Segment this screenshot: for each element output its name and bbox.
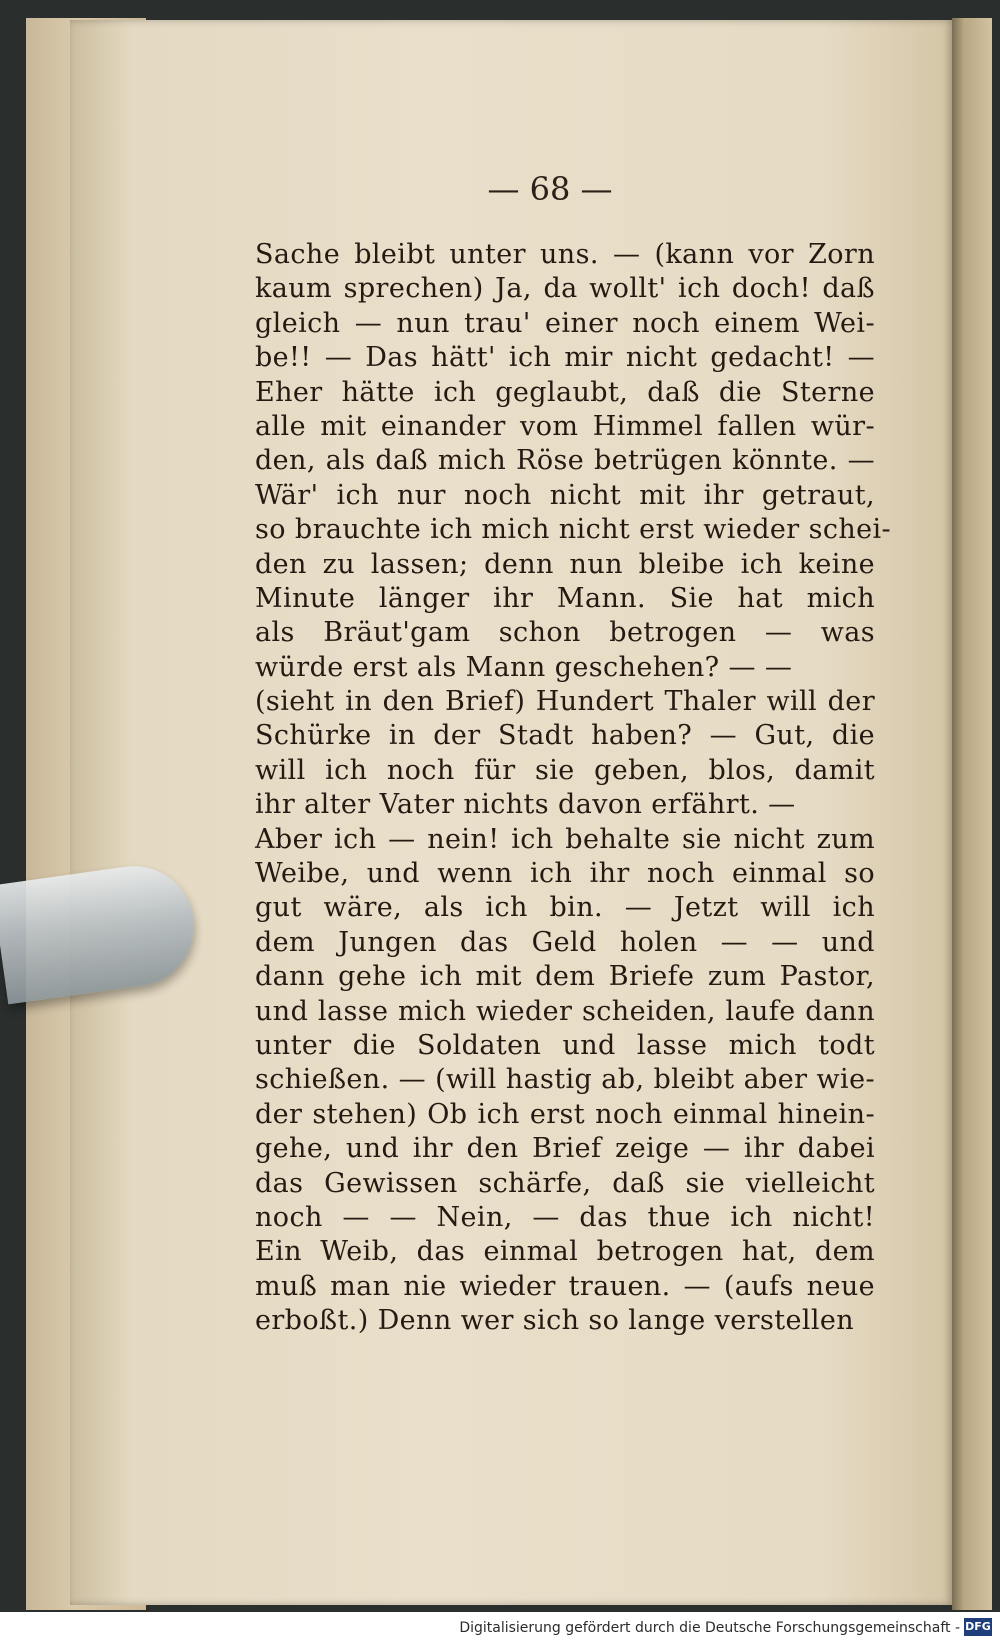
text-line: ihr alter Vater nichts davon erfährt. — <box>255 789 796 821</box>
text-line: den, als daß mich Röse betrügen könnte. — <box>255 445 875 477</box>
text-line: als Bräut'gam schon betrogen — was <box>255 617 875 649</box>
text-line: dann gehe ich mit dem Briefe zum Pastor, <box>255 961 875 993</box>
text-line: alle mit einander vom Himmel fallen wür- <box>255 410 875 442</box>
text-line: dem Jungen das Geld holen — — und <box>255 926 875 958</box>
text-line: würde erst als Mann geschehen? — — <box>255 651 793 683</box>
page-number: — 68 — <box>487 170 613 208</box>
text-line: gleich — nun trau' einer noch einem Wei- <box>255 307 875 339</box>
text-line: Eher hätte ich geglaubt, daß die Sterne <box>255 376 875 408</box>
text-line: erboßt.) Denn wer sich so lange verstellen <box>255 1305 855 1337</box>
text-line: Schürke in der Stadt haben? — Gut, die <box>255 720 875 752</box>
text-line: schießen. — (will hastig ab, bleibt aber wie- <box>255 1064 875 1096</box>
text-line: be!! — Das hätt' ich mir nicht gedacht! — <box>255 342 875 374</box>
text-line: Minute länger ihr Mann. Sie hat mich <box>255 582 875 614</box>
footer-bar <box>0 1612 1000 1645</box>
body-text <box>255 238 892 1339</box>
text-line: gut wäre, als ich bin. — Jetzt will ich <box>255 892 875 924</box>
text-line: unter die Soldaten und lasse mich todt <box>255 1029 875 1061</box>
text-line: Weibe, und wenn ich ihr noch einmal so <box>255 858 875 890</box>
text-line: und lasse mich wieder scheiden, laufe dann <box>255 995 875 1027</box>
dfg-logo: DFG <box>964 1618 992 1636</box>
text-line: Wär' ich nur noch nicht mit ihr getraut, <box>255 479 875 511</box>
text-line: Sache bleibt unter uns. — (kann vor Zorn <box>255 239 875 270</box>
text-line: das Gewissen schärfe, daß sie vielleicht <box>255 1167 875 1199</box>
text-line: kaum sprechen) Ja, da wollt' ich doch! daß <box>255 273 875 305</box>
text-line: Ein Weib, das einmal betrogen hat, dem <box>255 1236 875 1268</box>
text-line: (sieht in den Brief) Hundert Thaler will der <box>255 686 875 718</box>
footer-credit: Digitalisierung gefördert durch die Deutsche Forschungsgemeinschaft - <box>459 1620 960 1636</box>
text-line: will ich noch für sie geben, blos, damit <box>255 754 875 786</box>
text-line: der stehen) Ob ich erst noch einmal hinein- <box>255 1098 875 1130</box>
text-line: noch — — Nein, — das thue ich nicht! <box>255 1201 875 1233</box>
text-line: Aber ich — nein! ich behalte sie nicht zum <box>255 823 875 855</box>
text-line: so brauchte ich mich nicht erst wieder schei- <box>255 514 892 546</box>
text-line: den zu lassen; denn nun bleibe ich keine <box>255 548 875 580</box>
facing-page-edge <box>952 18 992 1610</box>
text-line: muß man nie wieder trauen. — (aufs neue <box>255 1270 875 1302</box>
text-line: gehe, und ihr den Brief zeige — ihr dabei <box>255 1133 875 1165</box>
